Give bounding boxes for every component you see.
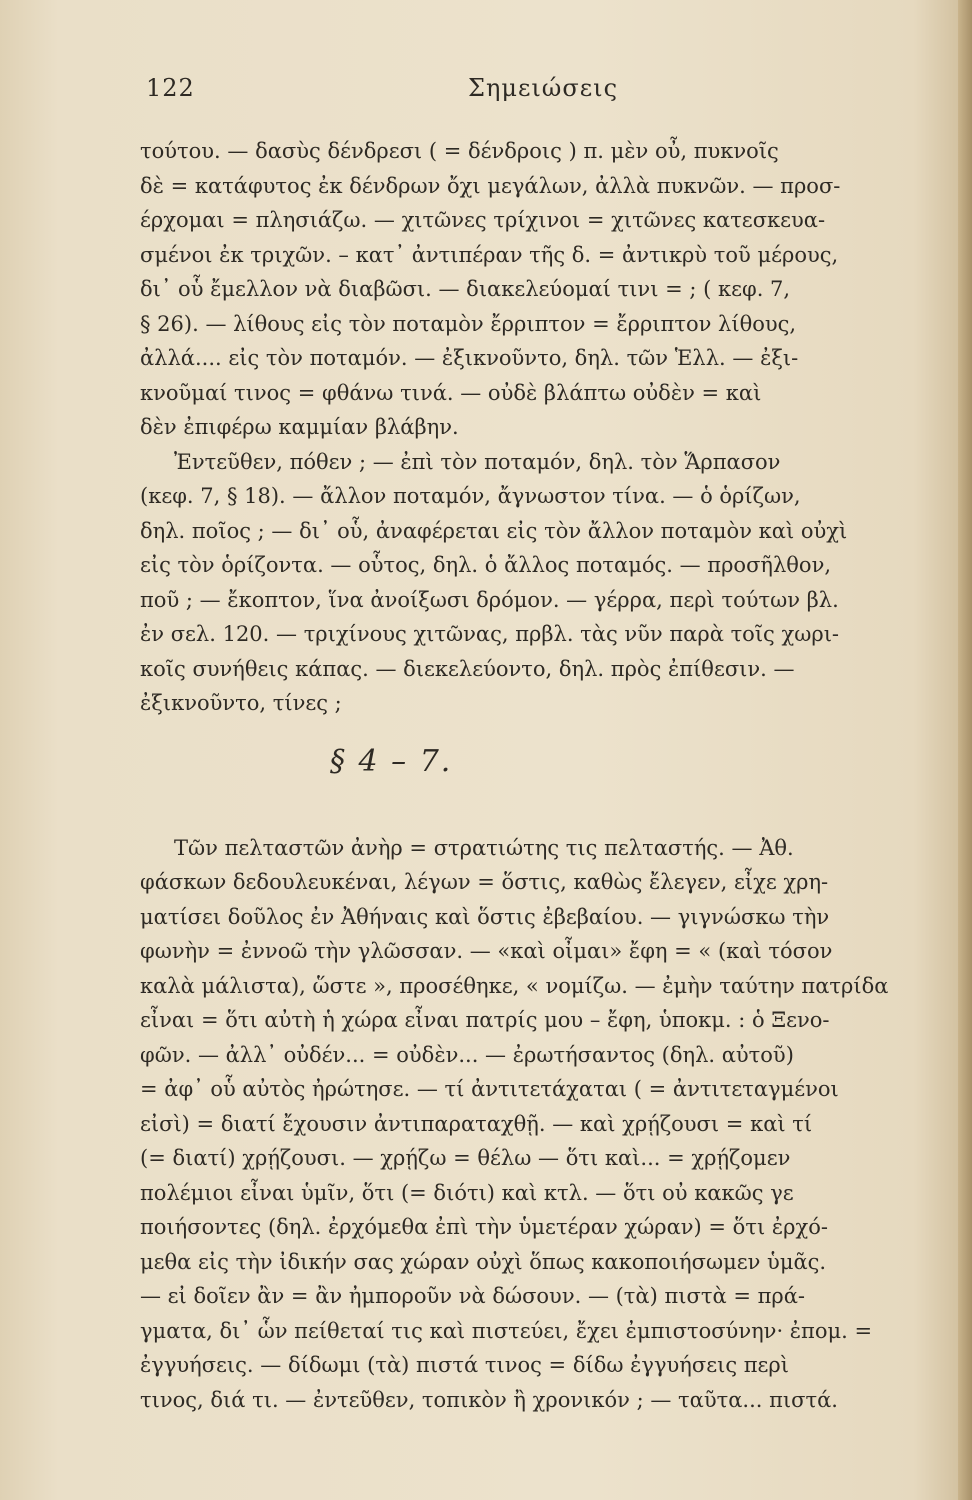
section-heading: § 4 – 7. — [330, 743, 453, 779]
text-line: φῶν. — ἀλλ᾽ οὐδέν... = οὐδὲν... — ἐρωτήσαντος (δηλ. αὐτοῦ) — [140, 1042, 794, 1067]
text-line: δηλ. ποῖος ; — δι᾽ οὗ, ἀναφέρεται εἰς τὸν ἄλλον ποταμὸν καὶ οὐχὶ — [140, 518, 848, 543]
text-line: Ἐντεῦθεν, πόθεν ; — ἐπὶ τὸν ποταμόν, δηλ. τὸν Ἅρπασον — [174, 449, 781, 474]
text-line: (κεφ. 7, § 18). — ἄλλον ποταμόν, ἄγνωστον τίνα. — ὁ ὁρίζων, — [140, 484, 801, 508]
text-line: τούτου. — δασὺς δένδρεσι ( = δένδροις ) π. μὲν οὖ, πυκνοῖς — [140, 139, 779, 163]
text-line: τινος, διά τι. — ἐντεῦθεν, τοπικὸν ἢ χρονικόν ; — ταῦτα... πιστά. — [140, 1387, 838, 1412]
text-line: ἐγγυήσεις. — δίδωμι (τὰ) πιστά τινος = δίδω ἐγγυήσεις περὶ — [140, 1353, 790, 1377]
text-line: φωνὴν = ἐννοῶ τὴν γλῶσσαν. — «καὶ οἶμαι» ἔφη = « (καὶ τόσον — [140, 939, 833, 963]
text-line: δὲ = κατάφυτος ἐκ δένδρων ὄχι μεγάλων, ἀλλὰ πυκνῶν. — προσ- — [140, 173, 841, 198]
text-line: ματίσει δοῦλος ἐν Ἀθήναις καὶ ὅστις ἐβεβαίου. — γιγνώσκω τὴν — [140, 904, 830, 929]
text-line: δι᾽ οὗ ἔμελλον νὰ διαβῶσι. — διακελεύομαί τινι = ; ( κεφ. 7, — [140, 277, 791, 301]
running-title: Σημειώσεις — [468, 74, 619, 102]
text-line: — εἰ δοῖεν ἂν = ἂν ἠμποροῦν νὰ δώσουν. — (τὰ) πιστὰ = πρά- — [140, 1284, 806, 1308]
text-line: ποιήσοντες (δηλ. ἐρχόμεθα ἐπὶ τὴν ὑμετέραν χώραν) = ὅτι ἐρχό- — [140, 1215, 828, 1239]
text-line: έρχομαι = πλησιάζω. — χιτῶνες τρίχινοι = χιτῶνες κατεσκευα- — [140, 208, 826, 232]
text-line: ἀλλά.... εἰς τὸν ποταμόν. — ἐξικνοῦντο, δηλ. τῶν Ἑλλ. — ἐξι- — [140, 346, 799, 370]
text-line: εἶναι = ὅτι αὐτὴ ἡ χώρα εἶναι πατρίς μου – ἔφη, ὑποκμ. : ὁ Ξενο- — [140, 1008, 830, 1032]
notes-body — [140, 134, 930, 1417]
text-line: μεθα εἰς τὴν ἰδικήν σας χώραν οὐχὶ ὅπως κακοποιήσωμεν ὑμᾶς. — [140, 1249, 827, 1274]
text-line: καλὰ μάλιστα), ὥστε », προσέθηκε, « νομίζω. — ἐμὴν ταύτην πατρίδα — [140, 973, 889, 998]
page-edge — [958, 0, 972, 1500]
page-header — [146, 74, 926, 110]
text-line: ἐν σελ. 120. — τριχίνους χιτῶνας, πρβλ. τὰς νῦν παρὰ τοῖς χωρι- — [140, 622, 840, 646]
text-line: Τῶν πελταστῶν ἀνὴρ = στρατιώτης τις πελταστής. — Ἀθ. — [174, 835, 794, 860]
page-number: 122 — [146, 74, 195, 102]
text-line: εἰσὶ) = διατί ἔχουσιν ἀντιπαραταχθῇ. — καὶ χρῄζουσι = καὶ τί — [140, 1111, 813, 1136]
text-line: § 26). — λίθους εἰς τὸν ποταμὸν ἔρριπτον = ἔρριπτον λίθους, — [140, 311, 797, 336]
text-line: κοῖς συνήθεις κάπας. — διεκελεύοντο, δηλ. πρὸς ἐπίθεσιν. — — [140, 656, 795, 681]
text-line: ἐξικνοῦντο, τίνες ; — [140, 691, 342, 715]
text-line: εἰς τὸν ὁρίζοντα. — οὗτος, δηλ. ὁ ἄλλος ποταμός. — προσῆλθον, — [140, 553, 832, 577]
text-line: = ἀφ᾽ οὗ αὐτὸς ἠρώτησε. — τί ἀντιτετάχαται ( = ἀντιτεταγμένοι — [140, 1077, 839, 1101]
text-line: δὲν ἐπιφέρω καμμίαν βλάβην. — [140, 415, 459, 439]
text-line: κνοῦμαί τινος = φθάνω τινά. — οὐδὲ βλάπτω οὐδὲν = καὶ — [140, 380, 762, 405]
text-line: φάσκων δεδουλευκέναι, λέγων = ὅστις, καθὼς ἔλεγεν, εἶχε χρη- — [140, 870, 829, 894]
text-line: γματα, δι᾽ ὧν πείθεταί τις καὶ πιστεύει, ἔχει ἐμπιστοσύνην· ἐπομ. = — [140, 1318, 873, 1343]
text-line: πολέμιοι εἶναι ὑμῖν, ὅτι (= διότι) καὶ κτλ. — ὅτι οὐ κακῶς γε — [140, 1180, 794, 1205]
text-line: σμένοι ἐκ τριχῶν. – κατ᾽ ἀντιπέραν τῆς δ. = ἀντικρὺ τοῦ μέρους, — [140, 242, 839, 267]
text-line: (= διατί) χρῄζουσι. — χρῄζω = θέλω — ὅτι καὶ... = χρῄζομεν — [140, 1146, 791, 1170]
text-line: ποῦ ; — ἔκοπτον, ἵνα ἀνοίξωσι δρόμον. — γέρρα, περὶ τούτων βλ. — [140, 587, 839, 612]
